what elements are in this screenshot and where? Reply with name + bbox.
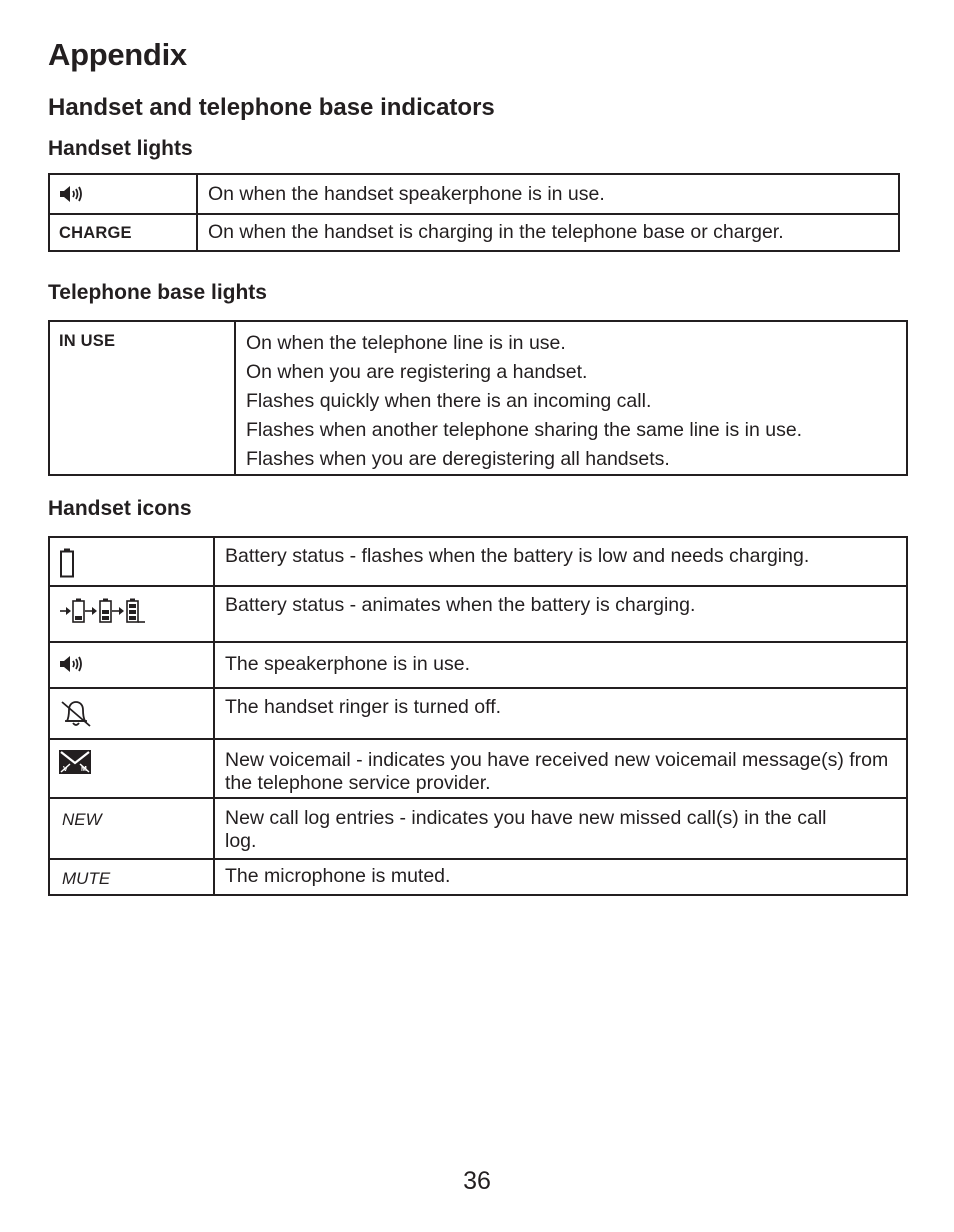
speakerphone-icon bbox=[59, 655, 85, 673]
description-cell: New call log entries - indicates you have new missed call(s) in the call log. bbox=[214, 798, 907, 859]
voicemail-icon bbox=[59, 750, 91, 774]
base-light-line: Flashes when you are deregistering all handsets. bbox=[246, 448, 670, 470]
icon-cell bbox=[49, 174, 197, 214]
mute-label: MUTE bbox=[62, 869, 111, 888]
table-row bbox=[49, 859, 907, 895]
table-row bbox=[49, 739, 907, 798]
icon-cell bbox=[49, 688, 214, 739]
table-row bbox=[49, 214, 899, 251]
description-cell: The handset ringer is turned off. bbox=[214, 688, 907, 739]
label-cell bbox=[49, 859, 214, 895]
description-cell: The microphone is muted. bbox=[214, 859, 907, 895]
description-cell: Battery status - animates when the battery is charging. bbox=[214, 586, 907, 642]
in-use-label: IN USE bbox=[59, 332, 116, 350]
description-cell: On when the handset is charging in the telephone base or charger. bbox=[197, 214, 899, 251]
ringer-off-icon bbox=[59, 699, 93, 729]
label-cell bbox=[49, 214, 197, 251]
battery-empty-icon bbox=[59, 548, 79, 578]
section-title: Handset and telephone base indicators bbox=[48, 94, 495, 121]
handset-icons-table bbox=[48, 536, 908, 896]
table-row bbox=[49, 174, 899, 214]
description-cell: Battery status - flashes when the battery is low and needs charging. bbox=[214, 537, 907, 586]
base-light-line: Flashes quickly when there is an incoming call. bbox=[246, 390, 652, 412]
icon-cell bbox=[49, 642, 214, 688]
handset-icons-heading: Handset icons bbox=[48, 497, 192, 520]
page-title: Appendix bbox=[48, 37, 187, 72]
table-row bbox=[49, 321, 907, 475]
table-row bbox=[49, 688, 907, 739]
icon-cell bbox=[49, 586, 214, 642]
table-row bbox=[49, 642, 907, 688]
label-cell bbox=[49, 798, 214, 859]
table-row bbox=[49, 537, 907, 586]
svg-text:M: M bbox=[81, 766, 87, 773]
charge-label: CHARGE bbox=[59, 223, 132, 242]
description-cell: New voicemail - indicates you have received new voicemail message(s) from the telephone service provider. bbox=[214, 739, 907, 798]
base-lights-heading: Telephone base lights bbox=[48, 281, 267, 304]
new-label: NEW bbox=[62, 810, 102, 829]
base-light-line: On when you are registering a handset. bbox=[246, 361, 588, 383]
base-light-line: Flashes when another telephone sharing the same line is in use. bbox=[246, 419, 803, 441]
icon-cell bbox=[49, 537, 214, 586]
speakerphone-icon bbox=[59, 185, 85, 203]
label-cell bbox=[49, 321, 235, 475]
base-lights-table bbox=[48, 320, 908, 476]
handset-lights-heading: Handset lights bbox=[48, 137, 193, 160]
handset-lights-table bbox=[48, 173, 900, 252]
table-row bbox=[49, 586, 907, 642]
description-cell: The speakerphone is in use. bbox=[214, 642, 907, 688]
battery-charging-animation-icon bbox=[59, 598, 155, 624]
base-light-line: On when the telephone line is in use. bbox=[246, 332, 566, 354]
icon-cell bbox=[49, 739, 214, 798]
description-cell bbox=[235, 321, 907, 475]
svg-text:V: V bbox=[63, 766, 68, 773]
table-row bbox=[49, 798, 907, 859]
page-number: 36 bbox=[463, 1167, 491, 1195]
description-cell: On when the handset speakerphone is in use. bbox=[197, 174, 899, 214]
